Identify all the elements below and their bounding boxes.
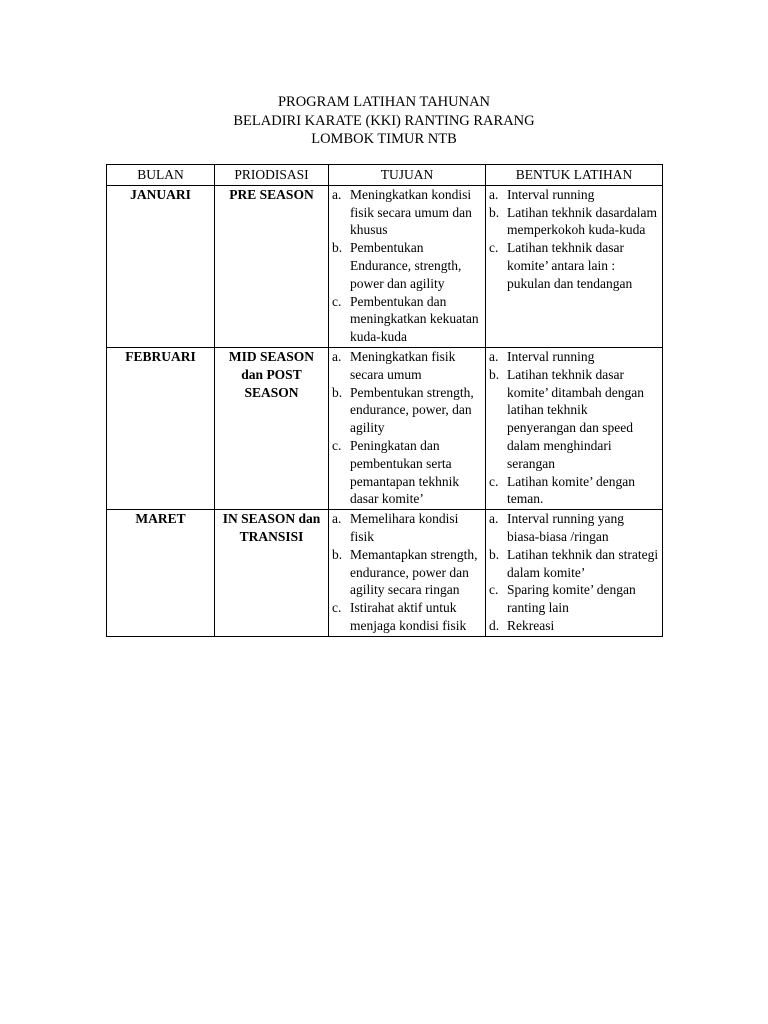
list-marker: a.	[489, 511, 499, 527]
list-item	[332, 384, 482, 437]
list-item	[489, 348, 659, 366]
list-item	[332, 186, 482, 239]
list-marker: c.	[489, 582, 499, 598]
month-cell: JANUARI	[107, 185, 215, 347]
header-tujuan: TUJUAN	[329, 165, 486, 186]
list-item-text: Interval running	[507, 348, 595, 364]
list-item-text: Latihan tekhnik dan strategi dalam komite’	[507, 546, 659, 580]
period-cell: MID SEASON dan POST SEASON	[215, 347, 329, 509]
table-row	[107, 347, 663, 509]
goals-cell	[329, 510, 486, 637]
period-cell: IN SEASON dan TRANSISI	[215, 510, 329, 637]
list-marker: c.	[332, 293, 342, 309]
list-item	[332, 546, 482, 599]
goals-cell	[329, 347, 486, 509]
list-item-text: Meningkatkan fisik secara umum	[350, 348, 456, 382]
training-program-table	[106, 164, 663, 637]
header-bentuk-latihan: BENTUK LATIHAN	[486, 165, 663, 186]
list-item-text: Memantapkan strength, endurance, power dan agility secara ringan	[350, 546, 478, 598]
forms-cell	[486, 185, 663, 347]
month-cell: FEBRUARI	[107, 347, 215, 509]
title-line-3: LOMBOK TIMUR NTB	[311, 131, 457, 147]
period-cell: PRE SEASON	[215, 185, 329, 347]
month-cell: MARET	[107, 510, 215, 637]
list-marker: d.	[489, 617, 500, 633]
list-marker: c.	[489, 240, 499, 256]
list-item	[332, 348, 482, 384]
forms-cell	[486, 347, 663, 509]
list-marker: b.	[332, 384, 343, 400]
list-item	[332, 437, 482, 508]
list-item	[489, 366, 659, 473]
list-item-text: Interval running yang biasa-biasa /ringan	[507, 511, 624, 544]
list-item-text: Latihan komite’ dengan teman.	[507, 473, 635, 507]
list-item-text: Pembentukan strength, endurance, power, dan agility	[350, 384, 474, 436]
list-item	[332, 293, 482, 346]
list-marker: c.	[332, 600, 342, 616]
list-item-text: Latihan tekhnik dasar komite’ antara lain : pukulan dan tendangan	[507, 240, 633, 291]
title-line-1: PROGRAM LATIHAN TAHUNAN	[277, 94, 491, 110]
list-item	[489, 510, 659, 546]
list-marker: b.	[489, 204, 500, 220]
list-marker: b.	[332, 546, 343, 562]
list-item-text: Peningkatan dan pembentukan serta pemantapan tekhnik dasar komite’	[350, 437, 460, 507]
list-item	[332, 239, 482, 292]
list-item	[489, 546, 659, 582]
list-marker: a.	[489, 186, 499, 202]
document-title	[0, 93, 768, 149]
header-bulan: BULAN	[107, 165, 215, 186]
list-marker: a.	[332, 511, 342, 527]
list-item	[489, 239, 659, 292]
list-marker: b.	[489, 546, 500, 562]
list-marker: b.	[332, 240, 343, 256]
list-marker: b.	[489, 366, 500, 382]
list-item-text: Interval running	[507, 186, 595, 202]
list-marker: c.	[332, 437, 342, 453]
table-header-row	[107, 165, 663, 186]
list-item	[489, 204, 659, 240]
list-marker: a.	[332, 186, 342, 202]
list-item	[489, 473, 659, 509]
list-item-text: Rekreasi	[507, 617, 555, 633]
list-item-text: Meningkatkan kondisi fisik secara umum dan khusus	[350, 186, 472, 238]
list-item	[489, 581, 659, 617]
forms-cell	[486, 510, 663, 637]
list-item-text: Memelihara kondisi fisik	[350, 511, 459, 544]
list-marker: a.	[332, 348, 342, 364]
title-line-2: BELADIRI KARATE (KKI) RANTING RARANG	[233, 112, 535, 129]
list-item	[489, 186, 659, 204]
table-row	[107, 185, 663, 347]
list-item-text: Latihan tekhnik dasar komite’ ditambah dengan latihan tekhnik penyerangan dan speed dalam menghindari serangan	[507, 366, 644, 471]
list-marker: c.	[489, 473, 499, 489]
list-item	[332, 599, 482, 635]
list-item	[489, 617, 659, 635]
list-item-text: Latihan tekhnik dasardalam memperkokoh kuda-kuda	[507, 204, 657, 238]
header-priodisasi: PRIODISASI	[215, 165, 329, 186]
list-item-text: Pembentukan dan meningkatkan kekuatan kuda-kuda	[350, 293, 479, 345]
list-item	[332, 510, 482, 546]
list-item-text: Pembentukan Endurance, strength, power dan agility	[350, 240, 462, 291]
table-row	[107, 510, 663, 637]
goals-cell	[329, 185, 486, 347]
list-marker: a.	[489, 348, 499, 364]
list-item-text: Istirahat aktif untuk menjaga kondisi fisik	[350, 600, 467, 633]
list-item-text: Sparing komite’ dengan ranting lain	[507, 582, 636, 616]
